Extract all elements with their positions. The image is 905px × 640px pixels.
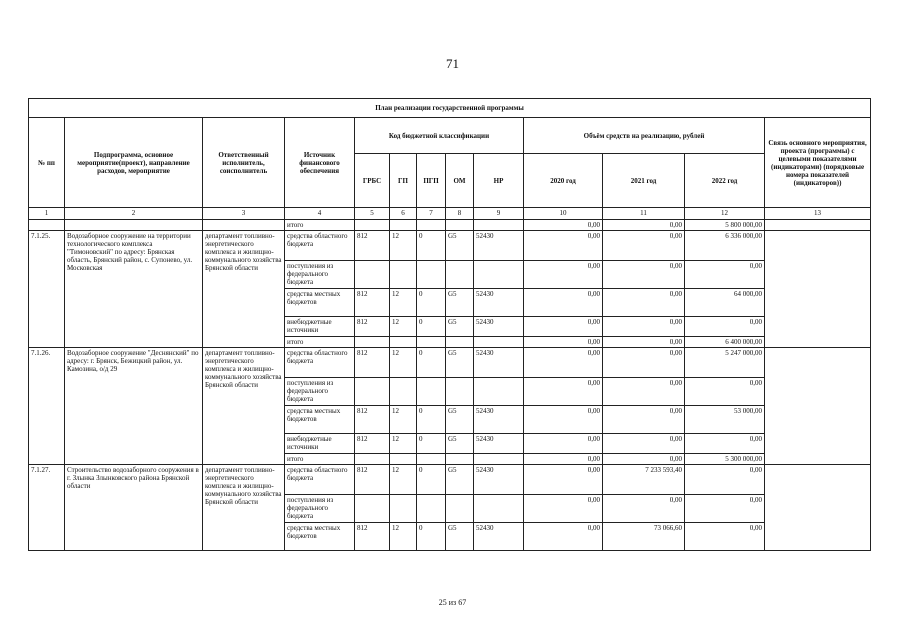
page-number: 71 (446, 56, 459, 71)
amount-2022: 5 247 000,00 (685, 348, 765, 378)
amount-2021: 73 066,60 (603, 523, 685, 551)
code-om: G5 (446, 434, 474, 454)
code-gp (390, 261, 417, 289)
amount-2021: 0,00 (603, 406, 685, 434)
column-number: 6 (390, 208, 417, 220)
funding-source: поступления из федерального бюджета (285, 261, 355, 289)
code-om (446, 495, 474, 523)
code-pgp (417, 495, 446, 523)
column-number: 7 (417, 208, 446, 220)
code-gp: 12 (390, 317, 417, 337)
header-gp: ГП (390, 154, 417, 208)
column-number: 10 (524, 208, 603, 220)
code-np: 52430 (474, 465, 524, 495)
amount-2021: 0,00 (603, 378, 685, 406)
code-om: G5 (446, 289, 474, 317)
header-2020: 2020 год (524, 154, 603, 208)
code-gp: 12 (390, 523, 417, 551)
table-row (29, 231, 871, 261)
code-np: 52430 (474, 231, 524, 261)
amount-2022: 0,00 (685, 378, 765, 406)
code-pgp (417, 261, 446, 289)
amount-2020: 0,00 (524, 378, 603, 406)
column-number: 12 (685, 208, 765, 220)
table-row (29, 465, 871, 495)
page-footer: 25 из 67 (438, 598, 467, 607)
amount-2020: 0,00 (524, 289, 603, 317)
total-2020: 0,00 (524, 337, 603, 348)
total-2020: 0,00 (524, 220, 603, 231)
amount-2022: 6 336 000,00 (685, 231, 765, 261)
code-np: 52430 (474, 317, 524, 337)
total-label: итого (285, 337, 355, 348)
total-2022: 5 800 000,00 (685, 220, 765, 231)
column-number: 4 (285, 208, 355, 220)
column-number: 11 (603, 208, 685, 220)
item-number: 7.1.27. (29, 465, 65, 551)
code-grbs: 812 (355, 523, 390, 551)
code-om: G5 (446, 317, 474, 337)
code-np: 52430 (474, 289, 524, 317)
header-program: Подпрограмма, основное мероприятие(проект), направление расходов, мероприятие (65, 118, 203, 208)
code-grbs (355, 495, 390, 523)
amount-2022: 64 000,00 (685, 289, 765, 317)
empty-code-cell (390, 454, 417, 465)
amount-2020: 0,00 (524, 495, 603, 523)
code-om: G5 (446, 406, 474, 434)
code-grbs: 812 (355, 289, 390, 317)
code-gp (390, 495, 417, 523)
code-np: 52430 (474, 434, 524, 454)
amount-2020: 0,00 (524, 434, 603, 454)
funding-source: внебюджетные источники (285, 434, 355, 454)
item-executor: департамент топливно-энергетического комплекса и жилищно-коммунального хозяйства Брянской области (203, 348, 285, 465)
total-label: итого (285, 454, 355, 465)
code-pgp: 0 (417, 406, 446, 434)
code-pgp: 0 (417, 523, 446, 551)
code-gp: 12 (390, 434, 417, 454)
code-gp: 12 (390, 465, 417, 495)
item-number: 7.1.25. (29, 231, 65, 348)
code-pgp: 0 (417, 434, 446, 454)
item-executor: департамент топливно-энергетического комплекса и жилищно-коммунального хозяйства Брянской области (203, 465, 285, 551)
header-budget-code: Код бюджетной классификации (355, 118, 524, 154)
empty-code-cell (355, 454, 390, 465)
header-source: Источник финансового обеспечения (285, 118, 355, 208)
amount-2020: 0,00 (524, 231, 603, 261)
code-pgp: 0 (417, 317, 446, 337)
empty-code-cell (355, 337, 390, 348)
empty-code-cell (474, 337, 524, 348)
funding-source: средства областного бюджета (285, 231, 355, 261)
code-np (474, 378, 524, 406)
amount-2020: 0,00 (524, 317, 603, 337)
empty-code-cell (417, 337, 446, 348)
empty-code-cell (446, 454, 474, 465)
funding-source: средства местных бюджетов (285, 406, 355, 434)
code-pgp: 0 (417, 231, 446, 261)
funding-source: средства областного бюджета (285, 348, 355, 378)
column-number: 5 (355, 208, 390, 220)
amount-2020: 0,00 (524, 465, 603, 495)
amount-2020: 0,00 (524, 261, 603, 289)
funding-source: внебюджетные источники (285, 317, 355, 337)
code-om: G5 (446, 231, 474, 261)
funding-source: поступления из федерального бюджета (285, 378, 355, 406)
amount-2020: 0,00 (524, 348, 603, 378)
amount-2022: 0,00 (685, 261, 765, 289)
column-number: 2 (65, 208, 203, 220)
indicator-link (765, 348, 871, 465)
code-np: 52430 (474, 523, 524, 551)
code-grbs: 812 (355, 231, 390, 261)
code-gp: 12 (390, 348, 417, 378)
code-pgp (417, 378, 446, 406)
total-2021: 0,00 (603, 220, 685, 231)
plan-table (28, 98, 871, 551)
code-gp: 12 (390, 289, 417, 317)
column-number: 8 (446, 208, 474, 220)
amount-2022: 0,00 (685, 495, 765, 523)
indicator-link (765, 231, 871, 348)
column-number: 1 (29, 208, 65, 220)
code-grbs: 812 (355, 434, 390, 454)
funding-source: поступления из федерального бюджета (285, 495, 355, 523)
amount-2021: 0,00 (603, 261, 685, 289)
total-2022: 6 400 000,00 (685, 337, 765, 348)
code-pgp: 0 (417, 289, 446, 317)
amount-2021: 0,00 (603, 348, 685, 378)
amount-2021: 0,00 (603, 231, 685, 261)
header-volume: Объём средств на реализацию, рублей (524, 118, 765, 154)
funding-source: средства местных бюджетов (285, 523, 355, 551)
amount-2022: 0,00 (685, 317, 765, 337)
amount-2021: 0,00 (603, 434, 685, 454)
column-numbers-row (29, 208, 871, 220)
item-name: Водозаборное сооружение "Деснянский" по адресу: г. Брянск, Бежицкий район, ул. Камозина, о/д 29 (65, 348, 203, 465)
code-om: G5 (446, 348, 474, 378)
code-om: G5 (446, 465, 474, 495)
header-2021: 2021 год (603, 154, 685, 208)
empty-code-cell (474, 454, 524, 465)
item-name: Водозаборное сооружение на территории технологического комплекса "Тимоновский" по адресу: Брянская область, Брянский район, с. Супонево, ул. Московская (65, 231, 203, 348)
table-row (29, 348, 871, 378)
header-np: НР (474, 154, 524, 208)
total-2020: 0,00 (524, 454, 603, 465)
code-gp: 12 (390, 231, 417, 261)
header-num: № пп (29, 118, 65, 208)
code-grbs: 812 (355, 406, 390, 434)
amount-2020: 0,00 (524, 406, 603, 434)
funding-source: средства областного бюджета (285, 465, 355, 495)
top-total-row (29, 220, 871, 231)
empty-code-cell (446, 337, 474, 348)
code-grbs: 812 (355, 317, 390, 337)
funding-source: средства местных бюджетов (285, 289, 355, 317)
header-executor: Ответственный исполнитель, соисполнитель (203, 118, 285, 208)
header-link: Связь основного мероприятия, проекта (программы) с целевыми показателями (индикаторами) (порядковые номера показателей (индикаторов)) (765, 118, 871, 208)
code-np: 52430 (474, 348, 524, 378)
code-pgp: 0 (417, 348, 446, 378)
total-2022: 5 300 000,00 (685, 454, 765, 465)
amount-2021: 0,00 (603, 317, 685, 337)
total-label: итого (285, 220, 355, 231)
code-grbs (355, 378, 390, 406)
item-number: 7.1.26. (29, 348, 65, 465)
empty-code-cell (390, 337, 417, 348)
code-gp: 12 (390, 406, 417, 434)
code-om (446, 378, 474, 406)
code-np (474, 495, 524, 523)
code-grbs (355, 261, 390, 289)
amount-2022: 53 000,00 (685, 406, 765, 434)
column-number: 9 (474, 208, 524, 220)
amount-2021: 7 233 593,40 (603, 465, 685, 495)
amount-2021: 0,00 (603, 289, 685, 317)
amount-2022: 0,00 (685, 523, 765, 551)
code-om: G5 (446, 523, 474, 551)
code-np (474, 261, 524, 289)
table-title: План реализации государственной программы (29, 99, 871, 118)
total-2021: 0,00 (603, 454, 685, 465)
item-executor: департамент топливно-энергетического комплекса и жилищно-коммунального хозяйства Брянской области (203, 231, 285, 348)
code-gp (390, 378, 417, 406)
header-2022: 2022 год (685, 154, 765, 208)
code-pgp: 0 (417, 465, 446, 495)
header-pgp: ПГП (417, 154, 446, 208)
column-number: 13 (765, 208, 871, 220)
plan-table-body (29, 220, 871, 551)
column-number: 3 (203, 208, 285, 220)
amount-2020: 0,00 (524, 523, 603, 551)
code-grbs: 812 (355, 465, 390, 495)
item-name: Строительство водозаборного сооружения в г. Злынка Злынковского района Брянской области (65, 465, 203, 551)
code-np: 52430 (474, 406, 524, 434)
amount-2022: 0,00 (685, 465, 765, 495)
code-grbs: 812 (355, 348, 390, 378)
total-2021: 0,00 (603, 337, 685, 348)
amount-2021: 0,00 (603, 495, 685, 523)
amount-2022: 0,00 (685, 434, 765, 454)
indicator-link (765, 465, 871, 551)
header-grbs: ГРБС (355, 154, 390, 208)
empty-code-cell (417, 454, 446, 465)
header-om: ОМ (446, 154, 474, 208)
code-om (446, 261, 474, 289)
